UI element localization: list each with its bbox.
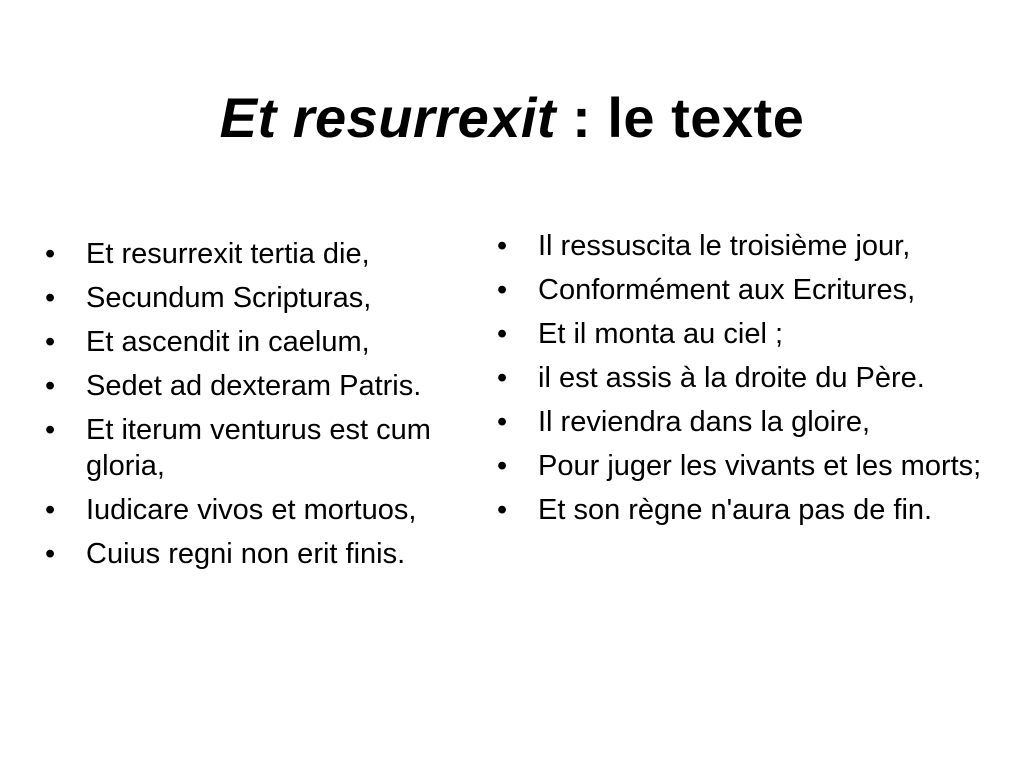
bullet-icon: • <box>497 406 508 438</box>
bullet-icon: • <box>497 230 508 262</box>
list-item <box>45 536 505 572</box>
bullet-icon: • <box>497 362 508 394</box>
list-item-text: Iudicare vivos et mortuos, <box>86 494 417 526</box>
list-item-text: Sedet ad dexteram Patris. <box>86 370 422 402</box>
bullet-icon: • <box>497 450 508 482</box>
list-item-text: il est assis à la droite du Père. <box>538 362 925 394</box>
list-item-text: Cuius regni non erit finis. <box>86 538 406 570</box>
list-item-text: Conformément aux Ecritures, <box>538 274 916 306</box>
bullet-icon: • <box>497 274 508 306</box>
list-item-text: Secundum Scripturas, <box>86 282 372 314</box>
list-item <box>45 368 505 404</box>
bullet-icon: • <box>45 370 56 402</box>
french-translation-list <box>497 228 1007 536</box>
bullet-icon: • <box>45 494 56 526</box>
list-item <box>497 272 1007 308</box>
list-item <box>45 280 505 316</box>
list-item <box>497 316 1007 352</box>
latin-text-list <box>45 236 505 580</box>
bullet-icon: • <box>45 326 56 358</box>
list-item <box>497 448 1007 484</box>
slide-title <box>0 82 1024 154</box>
list-item <box>497 492 1007 528</box>
list-item-text: Pour juger les vivants et les morts; <box>538 450 982 482</box>
list-item <box>45 492 505 528</box>
list-item-text: Et ascendit in caelum, <box>86 326 370 358</box>
list-item <box>45 324 505 360</box>
list-item <box>497 360 1007 396</box>
list-item-text: Il reviendra dans la gloire, <box>538 406 871 438</box>
list-item-text: Et iterum venturus est cum gloria, <box>86 414 431 482</box>
list-item <box>45 236 505 272</box>
bullet-icon: • <box>497 494 508 526</box>
list-item <box>497 404 1007 440</box>
slide-title-italic: Et resurrexit <box>219 86 557 149</box>
list-item-text: Et il monta au ciel ; <box>538 318 783 350</box>
bullet-icon: • <box>45 238 56 270</box>
bullet-icon: • <box>45 282 56 314</box>
bullet-icon: • <box>497 318 508 350</box>
list-item <box>497 228 1007 264</box>
slide-title-rest: : le texte <box>556 86 805 149</box>
list-item <box>45 412 505 484</box>
list-item-text: Il ressuscita le troisième jour, <box>538 230 911 262</box>
list-item-text: Et resurrexit tertia die, <box>86 238 370 270</box>
list-item-text: Et son règne n'aura pas de fin. <box>538 494 933 526</box>
bullet-icon: • <box>45 538 56 570</box>
bullet-icon: • <box>45 414 56 446</box>
